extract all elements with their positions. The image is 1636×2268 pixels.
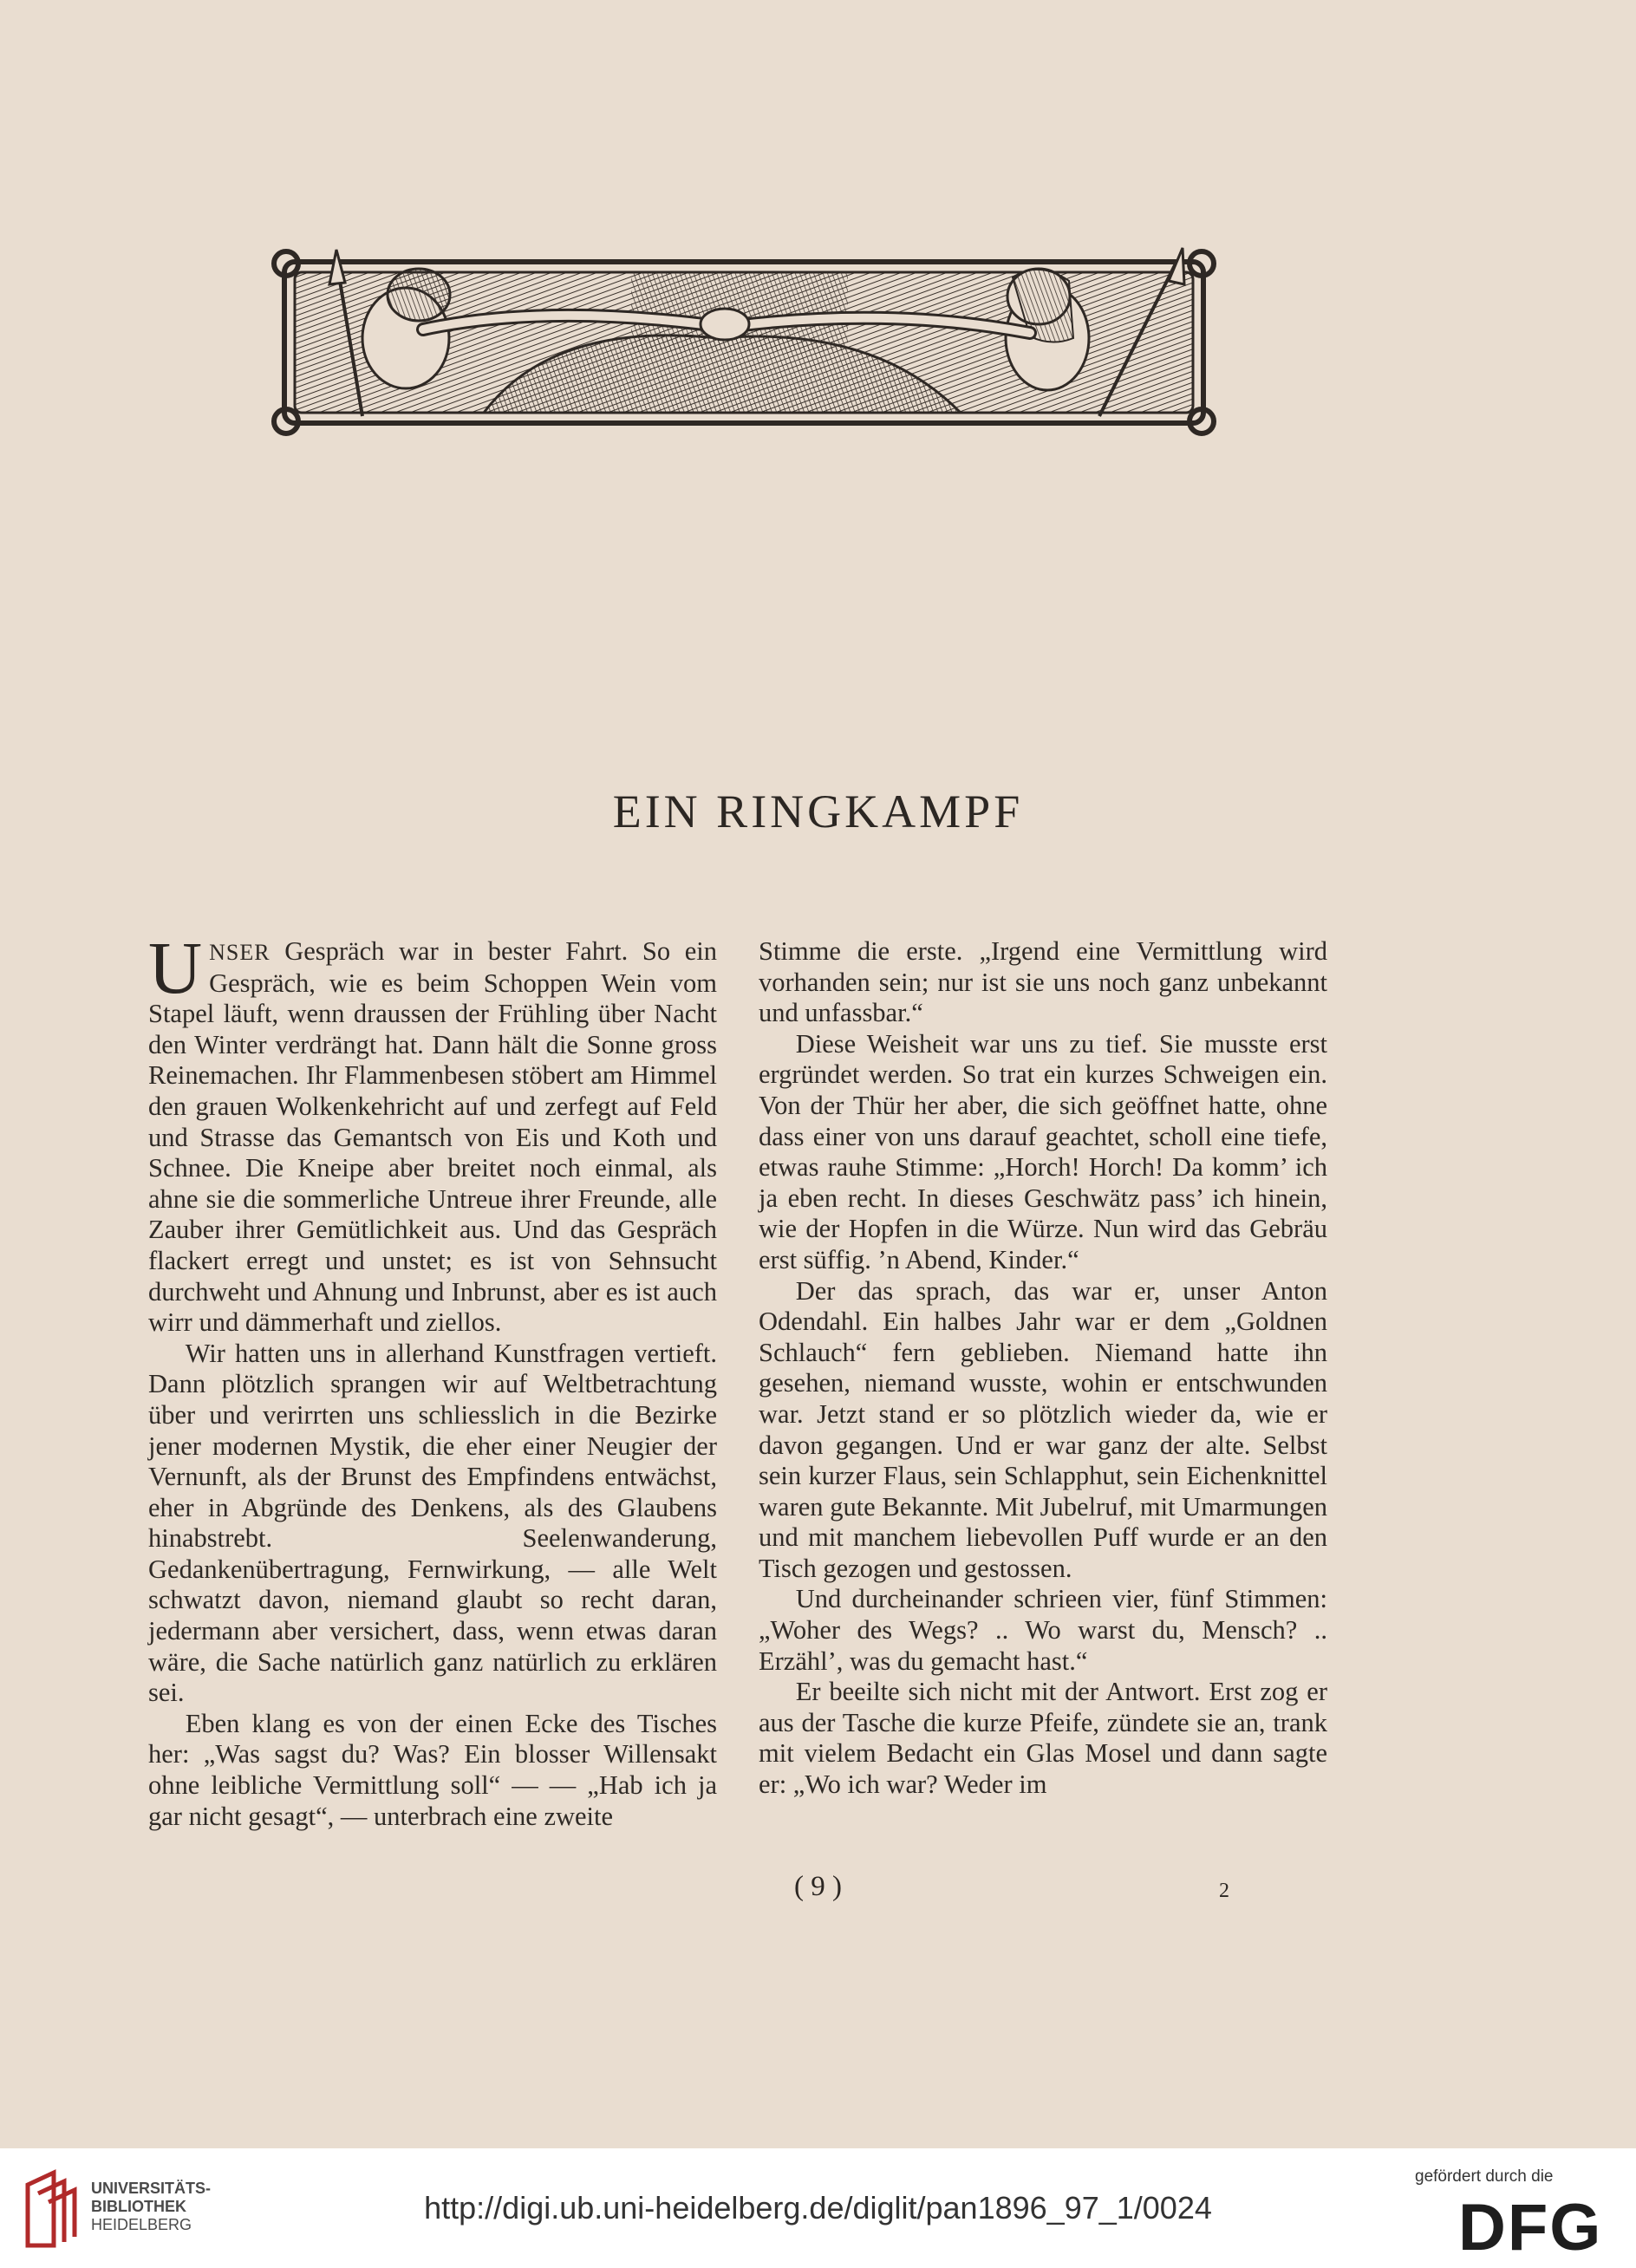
page-number: ( 9 ) [794,1871,842,1902]
page-title: EIN RINGKAMPF [612,785,1024,837]
library-name-line: BIBLIOTHEK [91,2198,186,2215]
first-word-smallcaps: NSER [209,940,270,965]
paragraph-text: Gespräch war in bester Fahrt. So ein Gespräch, wie es beim Schoppen Wein vom Stapel läuft, wenn draussen der Frühling über Nacht den Winter verdrängt hat. Dann hält die Sonne gross Reinemachen. Ihr Flammenbesen stöbert am Himmel den grauen Wolkenkehricht auf und zerfegt auf Feld und Strasse das Gemantsch von Eis und Koth und Schnee. Die Kneipe aber breitet noch einmal, als ahne sie die sommerliche Untreue ihrer Freunde, alle Zauber ihrer Gemütlichkeit aus. Und das Gespräch flackert erregt und unstet; es ist von Sehnsucht durchweht und Ahnung und Inbrunst, aber es ist auch wirr und dämmerhaft und ziellos. [148,936,717,1338]
paragraph: Stimme die erste. „Irgend eine Vermittlung wird vorhanden sein; nur ist sie uns noch ganz unbekannt und unfassbar.“ [759,936,1327,1028]
signature-mark: 2 [1219,1880,1229,1902]
paragraph: Diese Weisheit war uns zu tief. Sie musste erst ergründet werden. So trat ein kurzes Schweigen ein. Von der Thür her aber, die sich geöffnet hatte, ohne dass einer von uns darauf geachtet, scholl eine tiefe, etwas rauhe Stimme: „Horch! Horch! Da komm’ ich ja eben recht. In dieses Geschwätz pass’ ich hinein, wie der Hopfen in die Würze. Nun wird das Gebräu erst süffig. ’n Abend, Kinder.“ [759,1028,1327,1274]
source-url-link[interactable]: http://digi.ub.uni-heidelberg.de/diglit/pan1896_97_1/0024 [424,2190,1212,2226]
paragraph: Er beeilte sich nicht mit der Antwort. Erst zog er aus der Tasche die kurze Pfeife, zündete sie an, trank mit vielem Bedacht ein Glas Mosel und dann sagte er: „Wo ich war? Weder im [759,1677,1327,1800]
text-column-left [148,926,717,1832]
wrestlers-vignette-icon [267,243,1221,442]
paragraph: Wir hatten uns in allerhand Kunstfragen vertieft. Dann plötzlich sprangen wir auf Weltbetrachtung über und verirrten uns schliesslich in die Bezirke jener modernen Mystik, die eher einer Neugier der Vernunft, als der Brunst des Empfindens entwächst, eher in Abgründe des Denkens, als des Glaubens hinabstrebt. Seelenwanderung, Gedankenübertragung, Fernwirkung, — alle Welt schwatzt davon, niemand glaubt so recht daran, jedermann aber versichert, dass, wenn etwas daran wäre, die Sache natürlich ganz natürlich zu erklären sei. [148,1338,717,1708]
library-name-line: HEIDELBERG [91,2216,192,2233]
paragraph [148,926,717,1339]
text-column-right [759,936,1327,1801]
funded-by-label: gefördert durch die [1415,2167,1554,2186]
paragraph: Eben klang es von der einen Ecke des Tisches her: „Was sagst du? Was? Ein blosser Willensakt ohne leibliche Vermittlung soll“ — — „Hab ich ja gar nicht gesagt“, — unterbrach eine zweite [148,1708,717,1831]
drop-cap: U [148,926,203,1009]
paragraph: Und durcheinander schrieen vier, fünf Stimmen: „Woher des Wegs? .. Wo warst du, Mensch? .. Erzähl’, was du gemacht hast.“ [759,1584,1327,1676]
dfg-logo: DFG [1458,2191,1603,2265]
footer-bar [0,2148,1636,2268]
paragraph: Der das sprach, das war er, unser Anton Odendahl. Ein halbes Jahr war er dem „Goldnen Schlauch“ fern geblieben. Niemand hatte ihn gesehen, niemand wusste, wohin er entschwunden war. Jetzt stand er so plötzlich wieder da, wie er davon gegangen. Und er war ganz der alte. Selbst sein kurzer Flaus, sein Schlapphut, sein Eichenknittel waren gute Bekannte. Mit Jubelruf, mit Umarmungen und mit manchem liebevollen Puff wurde er an den Tisch gezogen und gestossen. [759,1275,1327,1583]
library-name-line: UNIVERSITÄTS- [91,2180,212,2197]
